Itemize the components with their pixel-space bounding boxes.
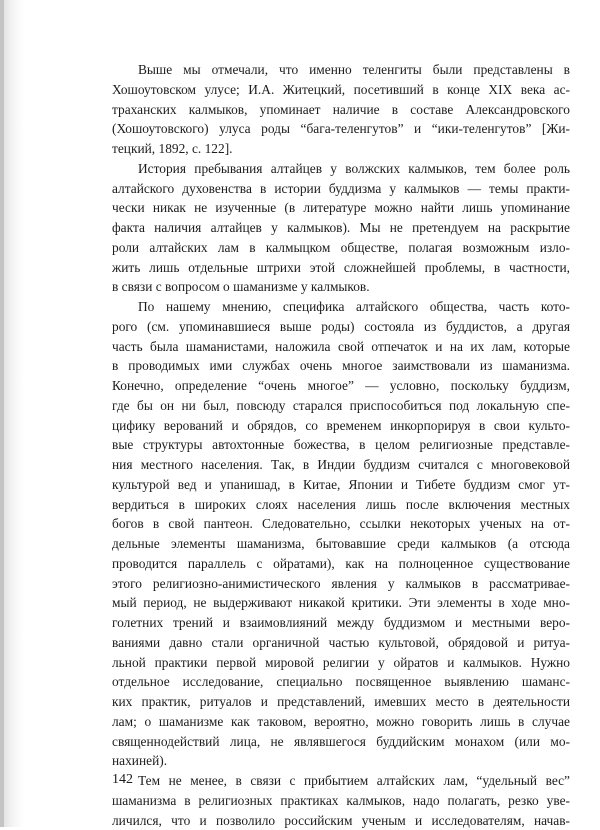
text-line: алтайского духовенства в истории буддизма у калмыков — темы практи- — [112, 179, 570, 199]
text-line: ваниями давно стали органичной частью культовой, обрядовой и ритуа- — [112, 633, 570, 653]
text-line: в связи с вопросом о шаманизме у калмыков. — [112, 277, 570, 297]
text-line: голетних трений и взаимовлияний между буддизмом и местными веро- — [112, 613, 570, 633]
text-line: личился, что и позволило российским ученым и исследователям, начав- — [112, 811, 570, 830]
text-line: лам; о шаманизме как таковом, вероятно, можно говорить лишь в случае — [112, 712, 570, 732]
text-line: этого религиозно-анимистического явления у калмыков в рассматривае- — [112, 574, 570, 594]
page-number: 142 — [112, 772, 133, 788]
text-line: дельные элементы шаманизма, бытовавшие среди калмыков (а отсюда — [112, 534, 570, 554]
text-line: Хошоутовском улусе; И.А. Житецкий, посетивший в конце XIX века ас- — [112, 80, 570, 100]
text-line: По нашему мнению, специфика алтайского общества, часть кото- — [112, 297, 570, 317]
text-line: рого (см. упоминавшиеся выше роды) состояла из буддистов, а другая — [112, 317, 570, 337]
text-line: отдельное исследование, специально посвященное выявлению шаманс- — [112, 672, 570, 692]
text-line: (Хошоутовского) улуса роды “бага-теленгутов” и “ики-теленгутов” [Жи- — [112, 119, 570, 139]
paragraph-4 — [112, 771, 570, 830]
text-line: роли алтайских лам в калмыцком обществе, полагая возможным изло- — [112, 238, 570, 258]
text-line: льной практики первой мировой религии у ойратов и калмыков. Нужно — [112, 653, 570, 673]
text-line: богов в свой пантеон. Следовательно, ссылки некоторых ученых на от- — [112, 514, 570, 534]
text-line: проводится параллель с ойратами), как на полноценное существование — [112, 554, 570, 574]
page-binding-edge — [0, 0, 4, 827]
text-line: вые структуры автохтонные божества, в целом религиозные представле- — [112, 435, 570, 455]
text-line: мый период, не выдерживают никакой критики. Эти элементы в ходе мно- — [112, 593, 570, 613]
text-line: траханских калмыков, упоминает наличие в составе Александровского — [112, 100, 570, 120]
paragraph-3 — [112, 297, 570, 771]
text-line: жить лишь отдельные штрихи этой сложнейшей проблемы, в частности, — [112, 258, 570, 278]
paragraph-2 — [112, 159, 570, 297]
text-line: тецкий, 1892, с. 122]. — [112, 139, 570, 159]
text-line: шаманизма в религиозных практиках калмыков, надо полагать, резко уве- — [112, 791, 570, 811]
text-line: нахиней). — [112, 751, 570, 771]
text-line: культурой вед и упанишад, в Китае, Японии и Тибете буддизм смог ут- — [112, 475, 570, 495]
paragraph-1 — [112, 60, 570, 159]
text-line: ния местного населения. Так, в Индии буддизм считался с многовековой — [112, 455, 570, 475]
text-line: священнодействий лица, не являвшегося буддийским монахом (или мо- — [112, 732, 570, 752]
text-line: История пребывания алтайцев у волжских калмыков, тем более роль — [112, 159, 570, 179]
text-line: факта наличия алтайцев у калмыков). Мы не претендуем на раскрытие — [112, 218, 570, 238]
text-line: Конечно, определение “очень многое” — условно, поскольку буддизм, — [112, 376, 570, 396]
text-line: в проводимых ими службах очень многое заимствовали из шаманизма. — [112, 356, 570, 376]
text-line: Выше мы отмечали, что именно теленгиты были представлены в — [112, 60, 570, 80]
text-line: Тем не менее, в связи с прибытием алтайских лам, “удельный вес” — [112, 771, 570, 791]
text-line: часть была шаманистами, наложила свой отпечаток и на их лам, которые — [112, 337, 570, 357]
body-text — [112, 60, 570, 830]
text-line: вердиться в широких слоях населения лишь после включения местных — [112, 495, 570, 515]
text-line: ких практик, ритуалов и представлений, имевших место в деятельности — [112, 692, 570, 712]
text-line: где бы он ни был, повсюду старался приспособиться под локальную спе- — [112, 396, 570, 416]
text-line: чески никак не изученные (в литературе можно найти лишь упоминание — [112, 198, 570, 218]
text-line: цифику верований и обрядов, со временем инкорпорируя в свои культо- — [112, 416, 570, 436]
